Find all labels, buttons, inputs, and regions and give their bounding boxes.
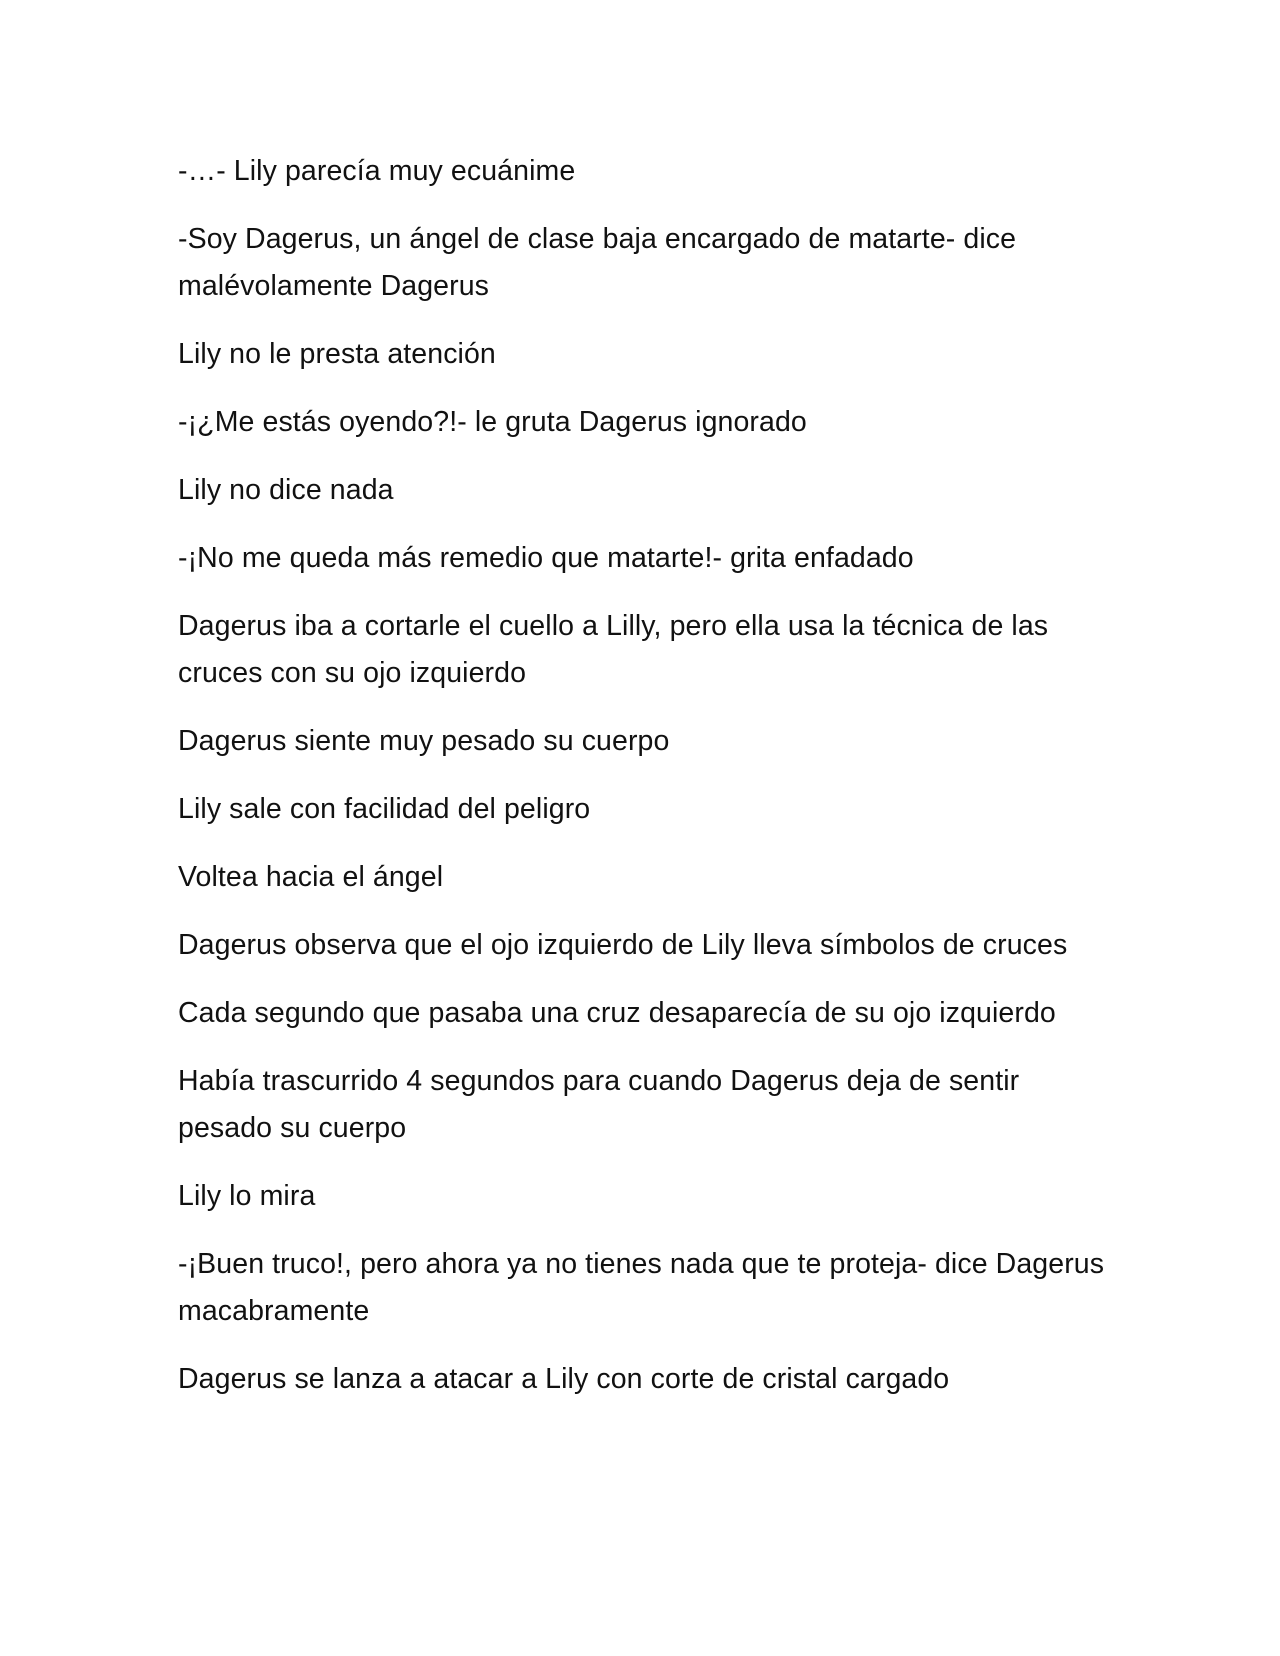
paragraph: -Soy Dagerus, un ángel de clase baja encargado de matarte- dice malévolamente Dagerus: [178, 223, 1017, 302]
paragraph: Lily lo mira: [178, 1180, 316, 1212]
paragraph: -¡¿Me estás oyendo?!- le gruta Dagerus ignorado: [178, 406, 807, 438]
paragraph: Dagerus siente muy pesado su cuerpo: [178, 725, 670, 757]
paragraph: Dagerus se lanza a atacar a Lily con corte de cristal cargado: [178, 1363, 950, 1395]
paragraph: Dagerus iba a cortarle el cuello a Lilly, pero ella usa la técnica de las cruces con su ojo izquierdo: [178, 610, 1049, 689]
paragraph: Cada segundo que pasaba una cruz desaparecía de su ojo izquierdo: [178, 997, 1056, 1029]
paragraph: Lily sale con facilidad del peligro: [178, 793, 591, 825]
paragraph: Lily no dice nada: [178, 474, 394, 506]
paragraph: -…- Lily parecía muy ecuánime: [178, 155, 576, 187]
paragraph: Había trascurrido 4 segundos para cuando Dagerus deja de sentir pesado su cuerpo: [178, 1065, 1020, 1144]
paragraph: -¡No me queda más remedio que matarte!- grita enfadado: [178, 542, 914, 574]
paragraph: Dagerus observa que el ojo izquierdo de Lily lleva símbolos de cruces: [178, 929, 1068, 961]
paragraph: -¡Buen truco!, pero ahora ya no tienes nada que te proteja- dice Dagerus macabramente: [178, 1248, 1105, 1327]
paragraph: Lily no le presta atención: [178, 338, 496, 370]
paragraph: Voltea hacia el ángel: [178, 861, 444, 893]
